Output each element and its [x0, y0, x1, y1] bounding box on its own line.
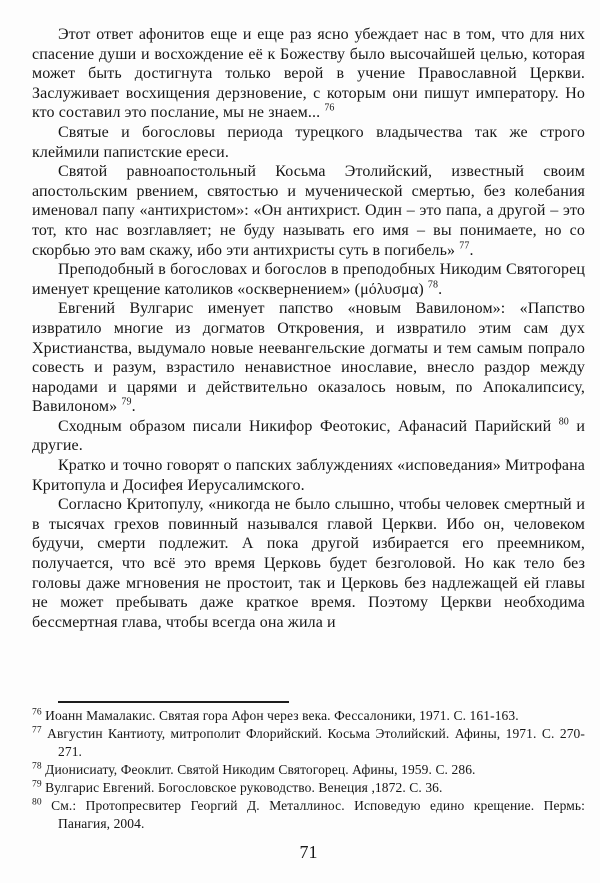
paragraph: Сходным образом писали Никифор Феотокис, Афанасий Парийский $^{80}$ и другие. [32, 416, 585, 455]
footnote: $^{80}$ См.: Протопресвитер Георгий Д. Металлинос. Исповедую едино крещение. Пермь: Панагия, 2004. [32, 797, 585, 831]
paragraph: Согласно Критопулу, «никогда не было слышно, чтобы человек смертный и в тысячах грехов повинный назывался главой Церкви. Ибо он, человеком будучи, смерти подлежит. А пока другой избирается его преемником, получается, что всё это время Церковь будет безголовой. Но как тело без головы даже мгновения не простоит, так и Церковь без надлежащей ей главы не может пребывать даже краткое время. Поэтому Церкви необходима бессмертная глава, чтобы всегда она жила и [32, 496, 585, 631]
footnote-ref: 79 [121, 396, 132, 408]
footnotes-block [32, 707, 585, 833]
footnote: $^{76}$ Иоанн Мамалакис. Святая гора Афон через века. Фессалоники, 1971. С. 161-163. [32, 707, 519, 723]
footnote-ref: 78 [427, 279, 439, 291]
footnote-number: 76 [32, 707, 42, 718]
footnote-ref: 77 [459, 240, 470, 252]
page-number: 71 [299, 842, 318, 862]
footnote: $^{77}$ Августин Кантиоту, митрополит Флорийский. Косьма Этолийский. Афины, 1971. С. 270-271. [32, 725, 585, 759]
footnote-ref: 80 [558, 416, 569, 428]
paragraph: Преподобный в богословах и богослов в преподобных Никодим Святогорец именует крещение католиков «осквернением» (μόλυσμα) $^{78}$. [32, 261, 585, 298]
paragraph: Этот ответ афонитов еще и еще раз ясно убеждает нас в том, что для них спасение души и восхождение её к Божеству было высочайшей целью, которая может быть достигнута только верой в учение Православной Церкви. Заслуживает восхищения дерзновение, с которым они пишут императору. Но кто составил это послание, мы не знаем... $^{76}$ [32, 26, 585, 122]
paragraph: Евгений Вулгарис именует папство «новым Вавилоном»: «Папство извратило многие из догматов Откровения, и извратило этим сам дух Христианства, выдумало новые неевангельские догматы и тем самым попрало совесть и разум, взрастило ненавистное инославие, внесло раздор между народами и царями и действительно оказалось новым, по Апокалипсису, Вавилоном» $^{79}$. [32, 300, 585, 416]
main-text-block [32, 25, 585, 632]
footnote-number: 78 [32, 761, 42, 772]
paragraph: Святые и богословы периода турецкого владычества так же строго клеймили папистские ереси. [32, 123, 585, 161]
footnote-separator [58, 701, 289, 703]
paragraph: Святой равноапостольный Косьма Этолийский, известный своим апостольским рвением, святостью и мученической смертью, без колебания именовал папу «антихристом»: «Он антихрист. Один – это папа, а другой – это тот, кто нас возглавляет; не буду называть его имя – вы понимаете, но со скорбью это вам скажу, ибо эти антихристы суть в погибель» $^{77}$. [32, 163, 585, 259]
footnote-number: 77 [32, 725, 42, 736]
footnote-ref: 76 [324, 103, 335, 115]
footnote: $^{79}$ Вулгарис Евгений. Богословское руководство. Венеция ,1872. С. 36. [32, 779, 443, 795]
footnote-number: 79 [32, 779, 42, 790]
footnote: $^{78}$ Дионисиату, Феоклит. Святой Никодим Святогорец. Афины, 1959. С. 286. [32, 761, 476, 777]
footnote-number: 80 [32, 797, 42, 808]
paragraph: Кратко и точно говорят о папских заблуждениях «исповедания» Митрофана Критопула и Досифея Иерусалимского. [32, 457, 585, 494]
